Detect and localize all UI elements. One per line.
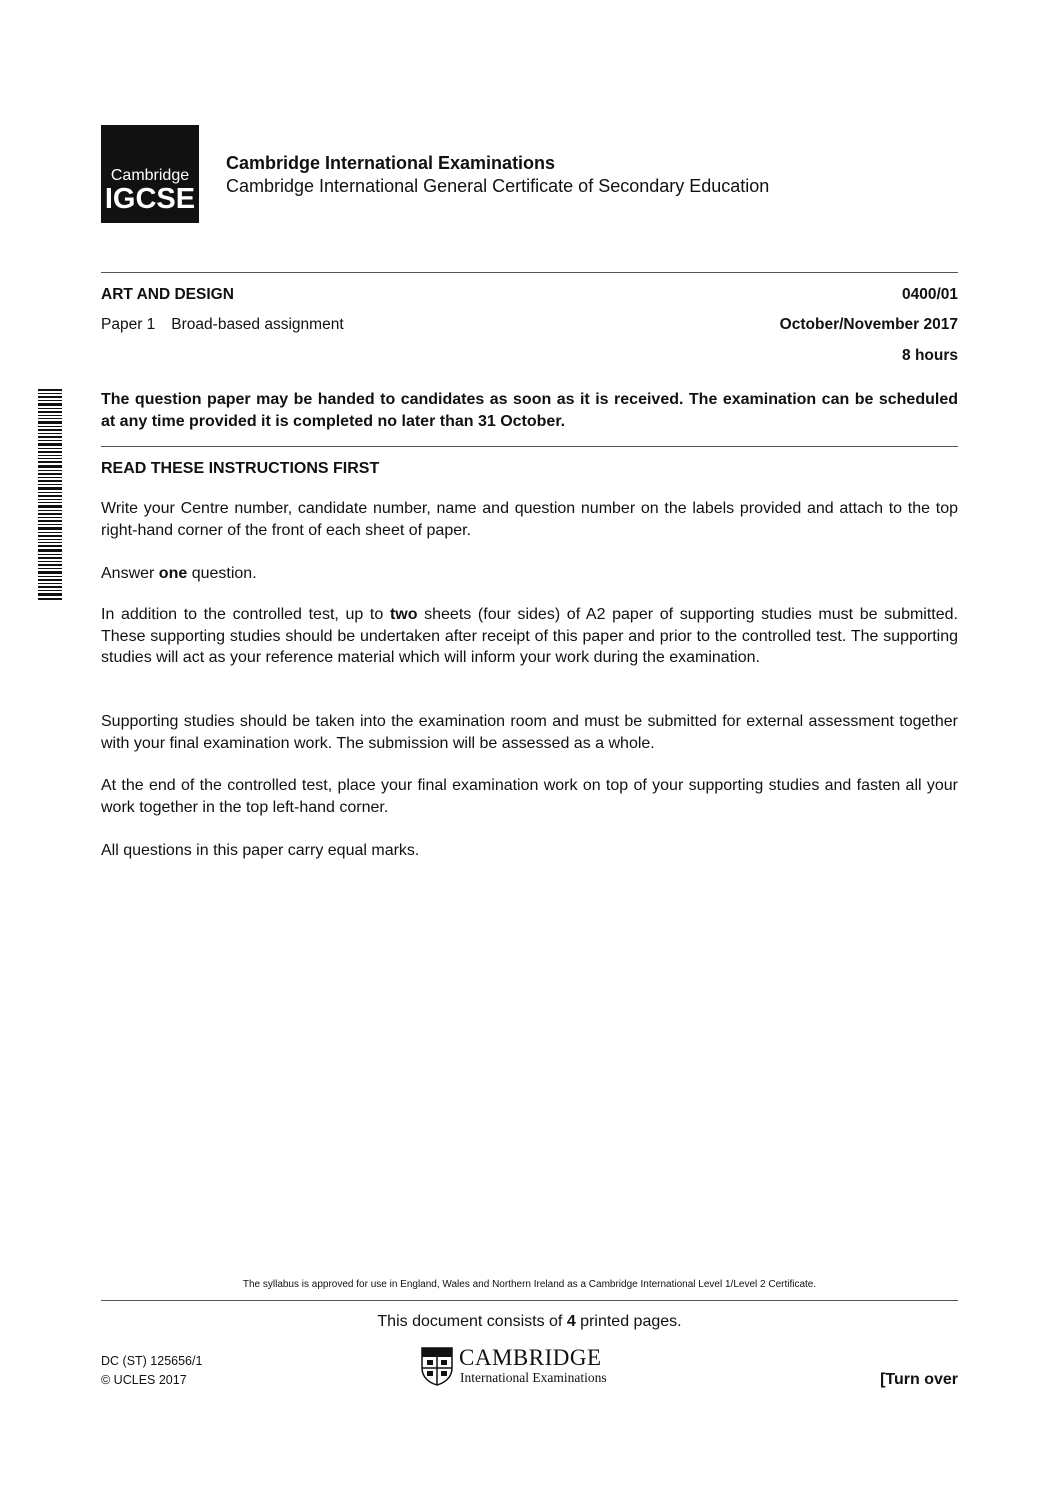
logo-line-2: IGCSE xyxy=(104,183,196,215)
syllabus-code: 0400/01 xyxy=(901,286,958,303)
qualification-name: Cambridge International General Certificate of Secondary Education xyxy=(226,176,770,196)
exam-duration: 8 hours xyxy=(902,347,958,364)
turn-over-label: [Turn over xyxy=(880,1371,958,1388)
paper-info xyxy=(101,316,344,334)
paper-number: Paper 1 xyxy=(101,316,156,333)
subject-title: ART AND DESIGN xyxy=(101,286,234,303)
divider-top xyxy=(101,272,958,273)
instruction-paragraph-5: At the end of the controlled test, place your final examination work on top of your supporting studies and fasten all your work together in the top left-hand corner. xyxy=(101,777,958,816)
barcode xyxy=(38,389,62,601)
instruction-paragraph-3: In addition to the controlled test, up to two sheets (four sides) of A2 paper of supporting studies must be submitted. These supporting studies should be undertaken after receipt of this paper and prior to the controlled test. The supporting studies will act as your reference material which will inform your work during the examination. xyxy=(101,606,958,666)
instruction-paragraph-4: Supporting studies should be taken into the examination room and must be submitted for external assessment together with your final examination work. The submission will be assessed as a whole. xyxy=(101,713,958,752)
instruction-paragraph-2: Answer one question. xyxy=(101,565,257,582)
document-code: DC (ST) 125656/1 xyxy=(101,1354,203,1368)
instructions-heading: READ THESE INSTRUCTIONS FIRST xyxy=(101,460,380,477)
instruction-paragraph-6: All questions in this paper carry equal marks. xyxy=(101,842,420,859)
cambridge-wordmark: CAMBRIDGE xyxy=(459,1345,602,1370)
page-count-note: This document consists of 4 printed pages. xyxy=(377,1313,682,1330)
copyright: © UCLES 2017 xyxy=(101,1373,187,1387)
logo-line-1: Cambridge xyxy=(110,167,190,184)
paper-title: Broad-based assignment xyxy=(171,316,344,333)
org-name: Cambridge International Examinations xyxy=(226,153,556,173)
notice-text: The question paper may be handed to candidates as soon as it is received. The examination can be scheduled at any time provided it is completed no later than 31 October. xyxy=(101,391,958,430)
exam-session: October/November 2017 xyxy=(779,316,958,333)
cambridge-crest-icon xyxy=(420,1346,454,1386)
divider-footer xyxy=(101,1300,958,1301)
cambridge-subtitle: International Examinations xyxy=(460,1370,607,1385)
cambridge-igcse-logo xyxy=(101,125,199,223)
syllabus-note: The syllabus is approved for use in England, Wales and Northern Ireland as a Cambridge International Level 1/Level 2 Certificate. xyxy=(242,1279,817,1290)
instruction-paragraph-1: Write your Centre number, candidate number, name and question number on the labels provided and attach to the top right-hand corner of the front of each sheet of paper. xyxy=(101,500,958,539)
divider-instructions xyxy=(101,446,958,447)
